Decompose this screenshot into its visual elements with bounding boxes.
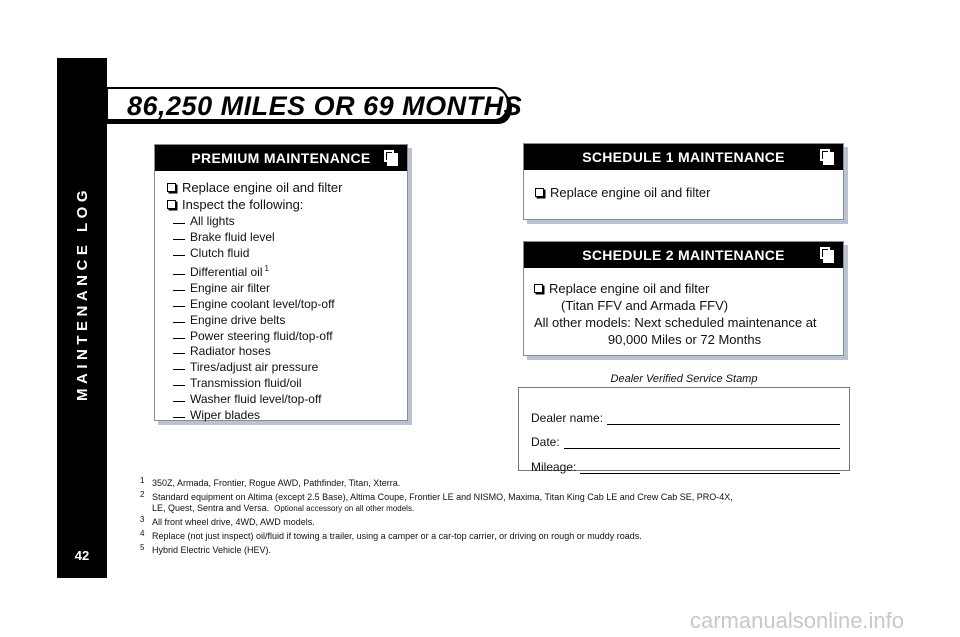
schedule-1-header: [524, 144, 843, 170]
inspection-item: Brake fluid level: [173, 230, 399, 246]
check-item: [534, 280, 835, 297]
mileage-field: [531, 449, 840, 474]
footnote: 5 Hybrid Electric Vehicle (HEV).: [140, 543, 272, 555]
checkbox-icon[interactable]: [534, 284, 543, 293]
inspection-item: All lights: [173, 214, 399, 230]
blank-line[interactable]: [173, 385, 185, 386]
inspection-item: Clutch fluid: [173, 246, 399, 262]
inspection-item: Transmission fluid/oil: [173, 376, 399, 392]
dealer-name-field: [531, 400, 840, 425]
field-label: Date:: [531, 435, 560, 449]
inspection-list: [167, 214, 399, 423]
stamp-label: Dealer Verified Service Stamp: [610, 373, 758, 385]
check-item: [535, 184, 835, 201]
footnote: 4 Replace (not just inspect) oil/fluid if towing a trailer, using a camper or a car-top carrier, or driving on rough or muddy roads.: [140, 529, 642, 541]
check-item: [167, 196, 399, 213]
sidebar-title: [57, 58, 107, 528]
inspection-item: Engine coolant level/top-off: [173, 297, 399, 313]
schedule-1-body: [524, 170, 843, 201]
schedule-1-box: [523, 143, 844, 220]
inspection-item: Tires/adjust air pressure: [173, 360, 399, 376]
inspection-item: Washer fluid level/top-off: [173, 392, 399, 408]
footnote-ref: 1: [264, 264, 269, 274]
blank-line[interactable]: [173, 322, 185, 323]
schedule-2-body: [524, 268, 843, 348]
inspection-item: Engine drive belts: [173, 313, 399, 329]
blank-line[interactable]: [173, 353, 185, 354]
blank-line[interactable]: [173, 306, 185, 307]
check-label-continued: (Titan FFV and Armada FFV): [561, 298, 729, 313]
blank-line[interactable]: [173, 239, 185, 240]
blank-line[interactable]: [173, 274, 185, 275]
inspection-item: Radiator hoses: [173, 344, 399, 360]
blank-line[interactable]: [173, 223, 185, 224]
check-item: [167, 179, 399, 196]
blank-line[interactable]: [173, 417, 185, 418]
date-field: [531, 425, 840, 450]
blank-line[interactable]: [173, 290, 185, 291]
schedule-1-header-text: SCHEDULE 1 MAINTENANCE: [582, 149, 785, 165]
mileage-line[interactable]: [580, 463, 840, 474]
inspection-item: Engine air filter: [173, 281, 399, 297]
schedule-2-header: [524, 242, 843, 268]
checkbox-icon[interactable]: [167, 200, 176, 209]
document-icon: [384, 150, 398, 166]
check-label: Inspect the following:: [182, 197, 304, 212]
title-banner: [107, 86, 523, 124]
premium-maintenance-box: [154, 144, 408, 421]
document-icon: [820, 247, 834, 263]
footnote: 2 Standard equipment on Altima (except 2.5 Base), Altima Coupe, Frontier LE and NISMO, Maxima, Titan King Cab LE and Crew Cab SE, PRO-4X, LE, Quest, Sentra and Versa. Optional accessory on all other models.: [140, 490, 733, 513]
premium-header-text: PREMIUM MAINTENANCE: [191, 150, 371, 166]
inspection-item: Differential oil $^1$: [173, 261, 399, 281]
next-maintenance-note: 90,000 Miles or 72 Months: [607, 332, 762, 347]
sidebar-title-text: MAINTENANCE LOG: [73, 185, 91, 401]
field-label: Dealer name:: [531, 410, 604, 425]
footnotes: [140, 478, 840, 559]
blank-line[interactable]: [173, 338, 185, 339]
checkbox-icon[interactable]: [167, 183, 176, 192]
page-number: 42: [74, 548, 90, 563]
page-title: 86,250 MILES OR 69 MONTHS: [127, 91, 523, 121]
other-models-note: All other models: Next scheduled maintenance at: [534, 315, 817, 330]
footnote: 3 All front wheel drive, 4WD, AWD models.: [140, 515, 315, 527]
schedule-2-header-text: SCHEDULE 2 MAINTENANCE: [582, 247, 785, 263]
field-label: Mileage:: [531, 459, 577, 474]
blank-line[interactable]: [173, 369, 185, 370]
footnote: 1 350Z, Armada, Frontier, Rogue AWD, Pathfinder, Titan, Xterra.: [140, 476, 401, 488]
schedule-2-box: [523, 241, 844, 356]
inspection-item: Power steering fluid/top-off: [173, 329, 399, 345]
blank-line[interactable]: [173, 255, 185, 256]
check-label: Replace engine oil and filter: [549, 281, 710, 296]
dealer-name-line[interactable]: [607, 414, 840, 425]
check-label: Replace engine oil and filter: [550, 185, 711, 200]
document-icon: [820, 149, 834, 165]
inspection-item: Wiper blades: [173, 408, 399, 424]
checkbox-icon[interactable]: [535, 188, 544, 197]
watermark: carmanualsonline.info: [690, 608, 905, 633]
premium-body: [155, 171, 407, 423]
check-label: Replace engine oil and filter: [182, 180, 343, 195]
dealer-stamp-box: [518, 387, 850, 474]
premium-maintenance-header: [155, 145, 407, 171]
date-line[interactable]: [564, 438, 840, 449]
blank-line[interactable]: [173, 401, 185, 402]
